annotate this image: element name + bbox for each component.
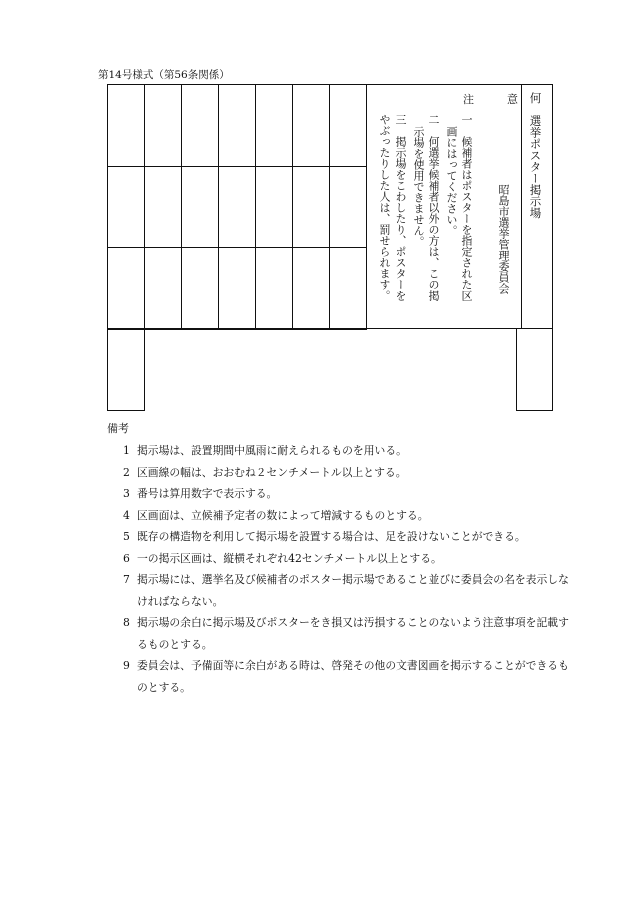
caution-line-6: やぶったりした人は、罰せられます。 bbox=[378, 114, 391, 301]
note-item: 7 掲示場には、選挙名及び候補者のポスター掲示場であること並びに委員会の名を表示しなければならない。 bbox=[123, 573, 569, 608]
poster-section bbox=[329, 84, 367, 167]
caution-label: 注 意 bbox=[463, 93, 518, 106]
caution-line-2: 画にはってください。 bbox=[445, 126, 458, 236]
poster-section bbox=[181, 84, 219, 167]
poster-section bbox=[218, 247, 256, 330]
poster-section bbox=[255, 247, 293, 330]
note-item: 6 一の掲示区画は、縦横それぞれ42センチメートル以上とする。 bbox=[123, 551, 442, 565]
note-item: 5 既存の構造物を利用して掲示場を設置する場合は、足を設けないことができる。 bbox=[123, 530, 526, 543]
note-item: 9 委員会は、予備面等に余白がある時は、啓発その他の文書図画を掲示することができるものとする。 bbox=[123, 659, 569, 694]
poster-section bbox=[292, 84, 330, 167]
note-item: 3 番号は算用数字で表示する。 bbox=[123, 487, 278, 500]
poster-section bbox=[255, 84, 293, 167]
poster-board-diagram bbox=[107, 84, 553, 411]
caution-line-5: 三 掲示場をこわしたり、ポスターを bbox=[394, 114, 407, 301]
form-number: 第14号様式（第56条関係） bbox=[98, 69, 230, 81]
poster-section bbox=[144, 84, 182, 167]
poster-section bbox=[107, 247, 145, 330]
left-leg bbox=[107, 328, 145, 411]
caution-line-3: 二 何選挙候補者以外の方は、この掲 bbox=[427, 114, 440, 301]
right-leg bbox=[516, 328, 553, 411]
note-item: 2 区画線の幅は、おおむね２センチメートル以上とする。 bbox=[123, 465, 407, 479]
caution-line-1: 一 候補者はポスターを指定された区 bbox=[460, 114, 473, 301]
notes-title: 備考 bbox=[107, 422, 129, 435]
poster-section bbox=[107, 84, 145, 167]
notes-list bbox=[107, 440, 572, 698]
poster-section bbox=[329, 247, 367, 330]
poster-section bbox=[292, 166, 330, 249]
poster-section bbox=[255, 166, 293, 249]
caution-line-4: 示場を使用できません。 bbox=[412, 126, 425, 247]
poster-section bbox=[329, 166, 367, 249]
poster-section bbox=[218, 84, 256, 167]
poster-section bbox=[292, 247, 330, 330]
poster-section bbox=[107, 166, 145, 249]
poster-section bbox=[181, 166, 219, 249]
committee-name: 昭島市選挙管理委員会 bbox=[497, 184, 510, 294]
poster-section bbox=[144, 166, 182, 249]
note-item: 4 区画面は、立候補予定者の数によって増減するものとする。 bbox=[123, 508, 429, 522]
note-item: 1 掲示場は、設置期間中風雨に耐えられるものを用いる。 bbox=[123, 444, 407, 457]
board-title: 何 選挙ポスター掲示場 bbox=[528, 92, 543, 219]
note-item: 8 掲示場の余白に掲示場及びポスターをき損又は汚損することのないよう注意事項を記載するものとする。 bbox=[123, 616, 569, 651]
poster-section bbox=[218, 166, 256, 249]
poster-section bbox=[181, 247, 219, 330]
poster-section bbox=[144, 247, 182, 330]
